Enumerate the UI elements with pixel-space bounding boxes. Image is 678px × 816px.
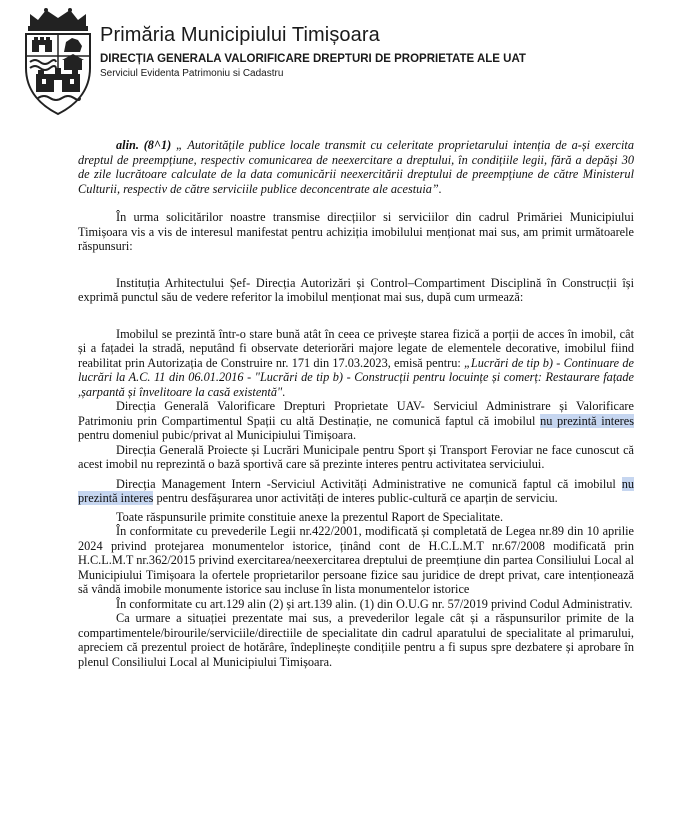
article-number: alin. (8^1) (116, 138, 172, 152)
city-coat-of-arms-icon (20, 6, 96, 118)
paragraph-alin-8-1 (78, 138, 634, 196)
paragraph-internal-management (78, 477, 634, 506)
management-text-end: pentru desfășurarea unor activități de interes public-cultură ce aparțin de serviciu. (153, 491, 558, 505)
paragraph-requests: În urma solicitărilor noastre transmise direcțiilor si serviciilor din cadrul Primăriei Municipiului Timișoara vis a vis de interesul manifestat pentru achiziția imobilului menționat mai sus, am primit următoarele răspunsuri: (78, 210, 634, 253)
letterhead (0, 0, 678, 130)
service-name: Serviciul Evidenta Patrimoniu si Cadastru (100, 68, 284, 79)
paragraph-law-422: În conformitate cu prevederile Legii nr.422/2001, modificată și completată de Legea nr.89 din 10 aprilie 2024 privind protejarea monumentelor istorice, ținând cont de H.C.L.M.T nr.67/2008 modificată prin H.C.L.M.T nr.362/2015 privind exercitarea/neexercitarea dreptului de preemțiune din partea Consiliului Local al Municipiului Timișoara la ofertele proprietarilor persoane fizice sau juridice de drept privat, care intenționează să vândă imobile monumente istorice sau incluse în lista monumentelor istorice (78, 524, 634, 596)
article-quote: „ Autoritățile publice locale transmit cu celeritate proprietarului intenția de a-și exercita dreptul de preempțiune, respectiv comunicarea de neexercitare a dreptului, în condițiile legii, fără a depăși 30 de zile lucrătoare calculate de la data comunicării neexercitării dreptului de preempțiune de către Ministerul Culturii, respectiv de către serviciile publice deconcentrate ale acestuia”. (78, 138, 634, 196)
condition-end: . (282, 384, 286, 399)
works-quote: „Lucrări de tip b) - Continuare de lucrări la A.C. 11 din 06.01.2016 - "Lucrări de tip b) - Construcții pentru locuințe și comerț: Restaurare fațade ,șarpantă și învelitoare la casă existentă" (78, 355, 634, 399)
condition-text: Imobilul se prezintă într-o stare bună atât în ceea ce privește starea fizică a porții de acces în imobil, cât și a fațadei la stradă, neputând fi observate deteriorări majore legate de elementele decorative, imobilul fiind reabilitat prin Autorizația de Construire nr. 171 din 17.03.2023, emisă pentru: (78, 326, 634, 370)
management-text: Direcția Management Intern -Serviciul Activități Administrative ne comunică faptul că imobilul (116, 476, 622, 491)
highlighted-no-interest: nu prezintă interes (78, 476, 634, 505)
paragraph-property-directorate (78, 399, 634, 443)
paragraph-annexes: Toate răspunsurile primite constituie anexe la prezentul Raport de Specialitate. (116, 509, 504, 524)
paragraph-conclusion: Ca urmare a situației prezentate mai sus, a prevederilor legale cât și a răspunsurilor primite de la compartimentele/birourile/serviciile/directiile de specialitate din cadrul aparatului de specialitate al primarului, apreciem că prezentul proiect de hotărâre, îndeplinește condițiile pentru a fi supus spre dezbatere și aprobare în plenul Consiliului Local al Municipiului Timișoara. (78, 611, 634, 669)
highlighted-no-interest: nu prezintă interes (540, 413, 634, 428)
paragraph-administrative-code: În conformitate cu art.129 alin (2) și art.139 alin. (1) din O.U.G nr. 57/2019 privind Codul Administrativ. (116, 596, 633, 611)
directorate-text: Direcția Generală Valorificare Drepturi Proprietate UAV- Serviciul Administrare și Valorificare Patrimoniu prin Compartimentul Spații cu altă Destinație, ne comunică faptul că imobilul (78, 399, 634, 428)
department-name: DIRECȚIA GENERALA VALORIFICARE DREPTURI DE PROPRIETATE ALE UAT (100, 53, 526, 65)
paragraph-sport-transport: Direcția Generală Proiecte și Lucrări Municipale pentru Sport și Transport Feroviar ne face cunoscut că acest imobil nu reprezintă o bază sportivă care să prezinte interes pentru activitatea serviciului. (78, 442, 634, 471)
directorate-text-end: pentru domeniul pubic/privat al Municipiului Timișoara. (78, 428, 357, 442)
document-body (78, 138, 634, 669)
paragraph-building-condition (78, 327, 634, 400)
org-title: Primăria Municipiului Timișoara (100, 24, 380, 46)
paragraph-architect-office: Instituția Arhitectului Șef- Direcția Autorizări și Control–Compartiment Disciplină în Construcții își exprimă punctul său de vedere referitor la imobilul menționat mai sus, după cum urmează: (78, 275, 634, 304)
